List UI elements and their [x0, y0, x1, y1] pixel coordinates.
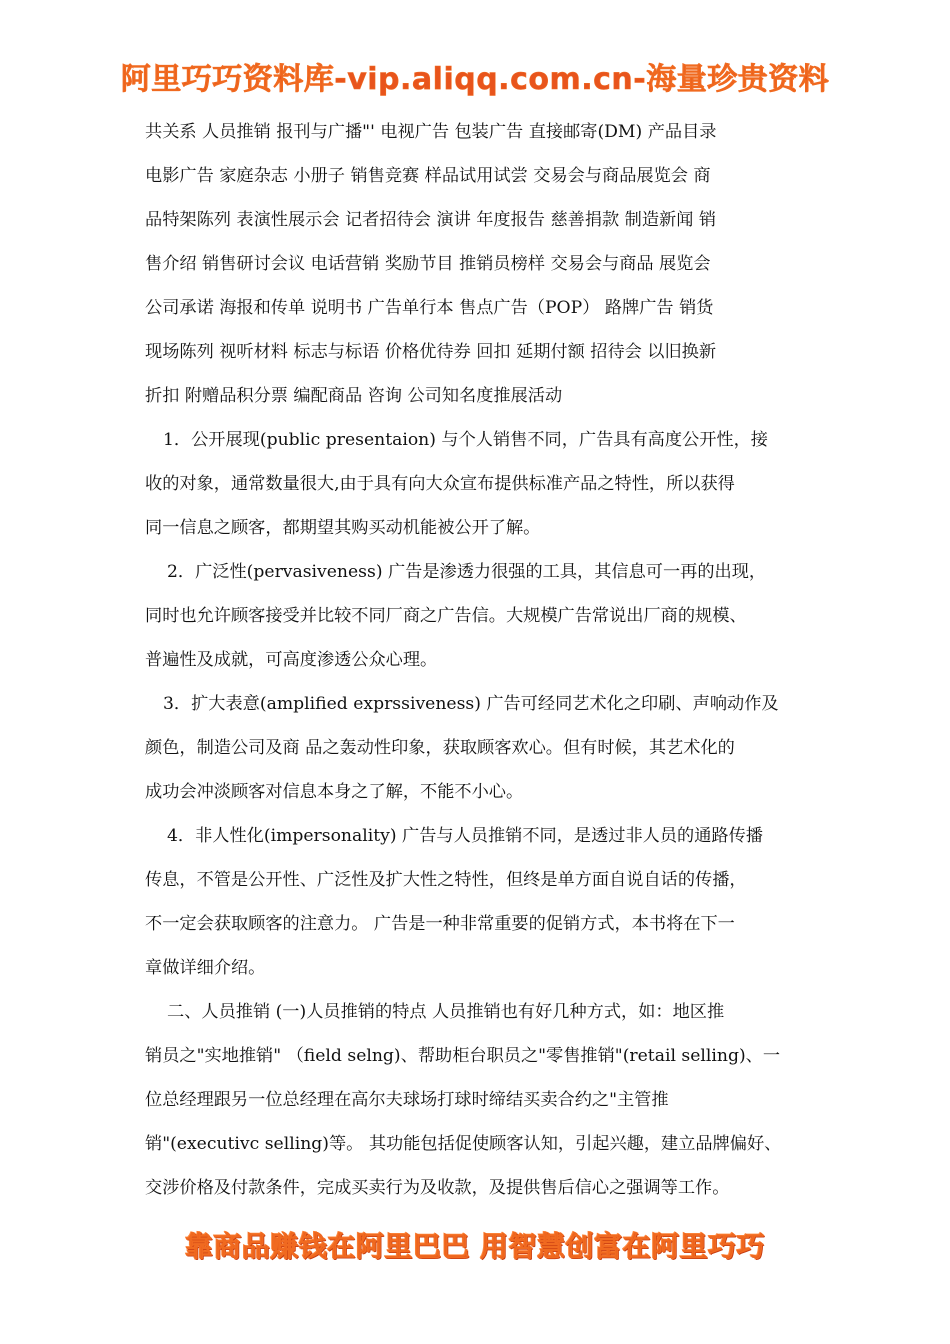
document-body [145, 110, 817, 1210]
text-line: 销员之"实地推销" （field selng)、帮助柜台职员之"零售推销"(retail selling)、一 [145, 1046, 781, 1066]
text-line: 品特架陈列 表演性展示会 记者招待会 演讲 年度报告 慈善捐款 制造新闻 销 [145, 210, 717, 230]
text-line: 章做详细介绍。 [145, 958, 266, 978]
text-line: 销"(executivc selling)等。 其功能包括促使顾客认知，引起兴趣，建立品牌偏好、 [145, 1134, 782, 1154]
text-line: 二、人员推销 (一)人员推销的特点 人员推销也有好几种方式，如：地区推 [167, 1002, 725, 1022]
text-line: 2．广泛性(pervasiveness) 广告是渗透力很强的工具，其信息可一再的出现， [167, 562, 767, 582]
footer-banner: 靠商品赚钱在阿里巴巴 用智慧创富在阿里巧巧 [184, 1230, 766, 1263]
text-line: 电影广告 家庭杂志 小册子 销售竞赛 样品试用试尝 交易会与商品展览会 商 [145, 166, 711, 186]
text-line: 公司承诺 海报和传单 说明书 广告单行本 售点广告（POP） 路牌广告 销货 [145, 298, 714, 318]
text-line: 成功会冲淡顾客对信息本身之了解，不能不小心。 [145, 782, 524, 802]
text-line: 传息，不管是公开性、广泛性及扩大性之特性，但终是单方面自说自话的传播， [145, 870, 747, 890]
text-line: 同一信息之顾客，都期望其购买动机能被公开了解。 [145, 518, 541, 538]
text-line: 折扣 附赠品积分票 编配商品 咨询 公司知名度推展活动 [145, 386, 563, 406]
text-line: 同时也允许顾客接受并比较不同厂商之广告信。大规模广告常说出厂商的规模、 [145, 606, 747, 626]
text-line: 不一定会获取顾客的注意力。 广告是一种非常重要的促销方式，本书将在下一 [145, 914, 735, 934]
text-line: 交涉价格及付款条件，完成买卖行为及收款，及提供售后信心之强调等工作。 [145, 1178, 730, 1198]
text-line: 现场陈列 视听材料 标志与标语 价格优待券 回扣 延期付额 招待会 以旧换新 [145, 342, 717, 362]
text-line: 收的对象，通常数量很大,由于具有向大众宣布提供标准产品之特性，所以获得 [145, 474, 735, 494]
text-line: 颜色，制造公司及商 品之轰动性印象，获取顾客欢心。但有时候，其艺术化的 [145, 738, 735, 758]
text-line: 共关系 人员推销 报刊与广播"' 电视广告 包装广告 直接邮寄(DM) 产品目录 [145, 122, 717, 142]
text-line: 4．非人性化(impersonality) 广告与人员推销不同，是透过非人员的通路传播 [167, 826, 763, 846]
header-banner: 阿里巧巧资料库-vip.aliqq.com.cn-海量珍贵资料 [120, 62, 830, 97]
text-line: 3．扩大表意(amplified exprssiveness) 广告可经同艺术化之印刷、声响动作及 [163, 694, 779, 714]
text-line: 1．公开展现(public presentaion) 与个人销售不同，广告具有高度公开性，接 [163, 430, 768, 450]
text-line: 售介绍 销售研讨会议 电话营销 奖励节目 推销员榜样 交易会与商品 展览会 [145, 254, 711, 274]
text-line: 位总经理跟另一位总经理在高尔夫球场打球时缔结买卖合约之"主管推 [145, 1090, 669, 1110]
text-line: 普遍性及成就，可高度渗透公众心理。 [145, 650, 438, 670]
